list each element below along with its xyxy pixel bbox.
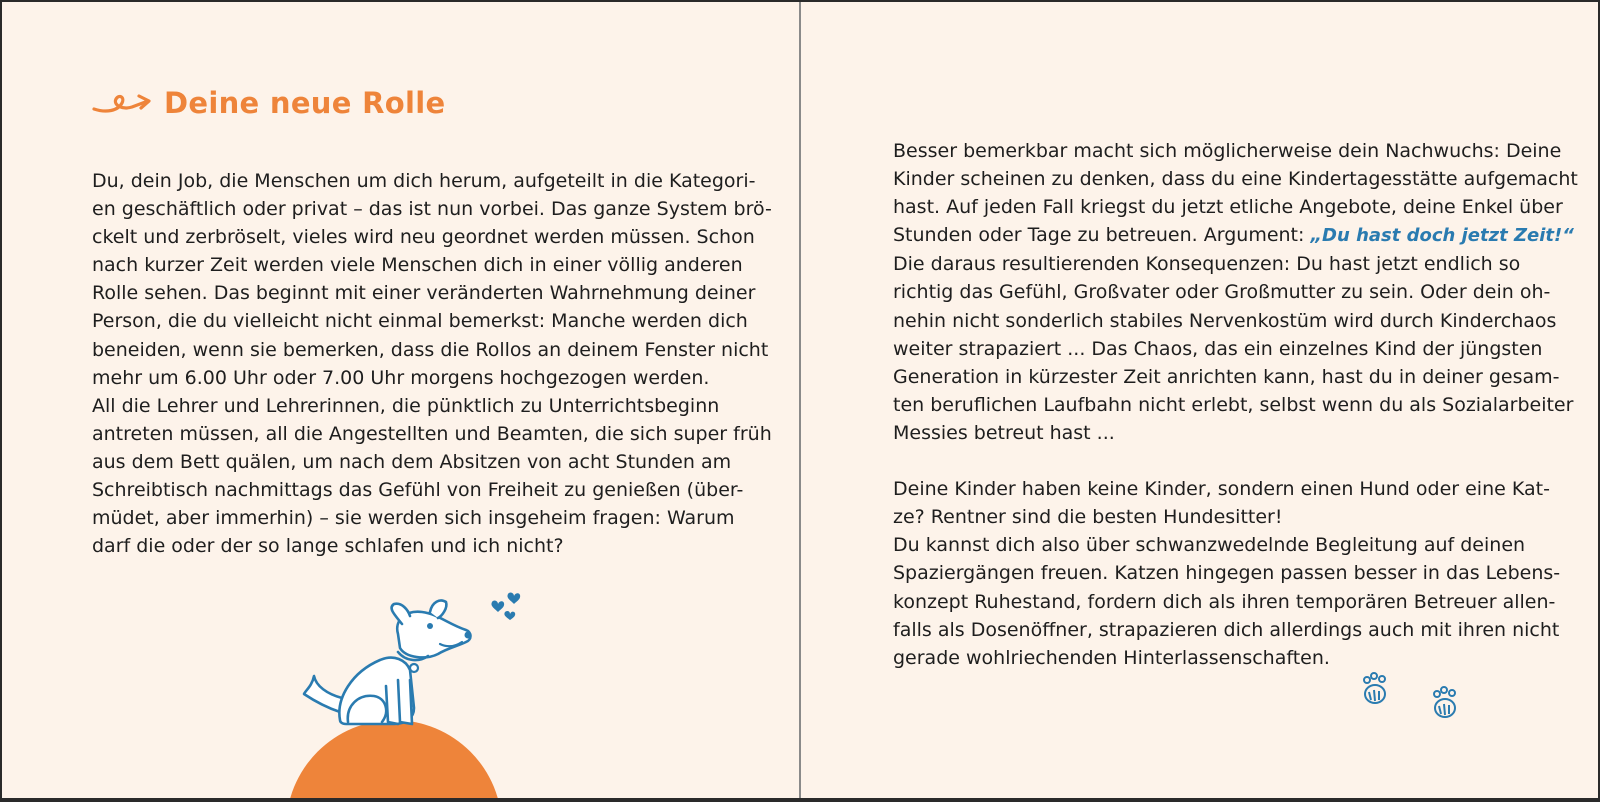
text-line: nehin nicht sonderlich stabiles Nervenkostüm wird durch Kinderchaos [893, 309, 1557, 332]
right-page [801, 2, 1598, 798]
section-heading [92, 86, 445, 120]
text-line: aus dem Bett quälen, um nach dem Absitzen von acht Stunden am [92, 450, 732, 473]
highlighted-quote: „Du hast doch jetzt Zeit!“ [1310, 225, 1574, 247]
right-body-text [893, 137, 1578, 672]
text-line: konzept Ruhestand, fordern dich als ihren temporären Betreuer allen- [893, 590, 1556, 613]
text-line: Schreibtisch nachmittags das Gefühl von Freiheit zu genießen (über- [92, 479, 744, 502]
text-line: weiter strapaziert ... Das Chaos, das ein einzelnes Kind der jüngsten [893, 337, 1543, 360]
text-line: mehr um 6.00 Uhr oder 7.00 Uhr morgens hochgezogen werden. [92, 366, 710, 389]
text-line: ckelt und zerbröselt, vieles wird neu geordnet werden müssen. Schon [92, 226, 755, 249]
swirl-arrow-icon [92, 89, 152, 117]
text-line: All die Lehrer und Lehrerinnen, die pünktlich zu Unterrichtsbeginn [92, 394, 720, 417]
text-line: falls als Dosenöffner, strapazieren dich allerdings auch mit ihren nicht [893, 618, 1560, 641]
paragraph-spacer [893, 447, 1533, 475]
heading-title: Deine neue Rolle [164, 86, 446, 120]
text-line: Rolle sehen. Das beginnt mit einer veränderten Wahrnehmung deiner [92, 282, 756, 305]
text-line: Messies betreut hast ... [893, 421, 1115, 444]
hearts-icon [488, 590, 528, 626]
text-line: en geschäftlich oder privat – das ist nun vorbei. Das ganze System brö- [92, 198, 772, 221]
text-line: hast. Auf jeden Fall kriegst du jetzt etliche Angebote, deine Enkel über [893, 196, 1563, 219]
paw-print-icon [1361, 670, 1471, 720]
text-line: Besser bemerkbar macht sich möglicherweise dein Nachwuchs: Deine [893, 140, 1562, 162]
text-line: antreten müssen, all die Angestellten und Beamten, die sich super früh [92, 422, 772, 445]
text-line: müdet, aber immerhin) – sie werden sich insgeheim fragen: Warum [92, 507, 735, 530]
text-line: richtig das Gefühl, Großvater oder Großmutter zu sein. Oder dein oh- [893, 281, 1551, 304]
book-spread [2, 2, 1598, 798]
text-line: Person, die du vielleicht nicht einmal bemerkst: Manche werden dich [92, 310, 748, 333]
text-line: Du kannst dich also über schwanzwedelnde Begleitung auf deinen [893, 534, 1526, 557]
argument-prefix: Stunden oder Tage zu betreuen. Argument: [893, 224, 1311, 247]
text-line: Spaziergängen freuen. Katzen hingegen passen besser in das Lebens- [893, 562, 1561, 585]
text-line: darf die oder der so lange schlafen und ich nicht? [92, 535, 564, 558]
text-line: Du, dein Job, die Menschen um dich herum, aufgeteilt in die Kategori- [92, 170, 756, 192]
argument-line [893, 221, 1574, 250]
text-line: Generation in kürzester Zeit anrichten kann, hast du in deiner gesam- [893, 365, 1560, 388]
dog-illustration [302, 590, 502, 740]
text-line: Kinder scheinen zu denken, dass du eine Kindertagesstätte aufgemacht [893, 168, 1578, 191]
text-line: ze? Rentner sind die besten Hundesitter! [893, 506, 1283, 529]
text-line: ten beruflichen Laufbahn nicht erlebt, selbst wenn du als Sozialarbeiter [893, 393, 1574, 416]
text-line: nach kurzer Zeit werden viele Menschen dich in einer völlig anderen [92, 254, 743, 277]
left-page [2, 2, 799, 798]
text-line: gerade wohlriechenden Hinterlassenschaften. [893, 646, 1330, 669]
left-body-text [92, 167, 772, 560]
text-line: Deine Kinder haben keine Kinder, sondern einen Hund oder eine Kat- [893, 478, 1550, 501]
text-line: Die daraus resultierenden Konsequenzen: Du hast jetzt endlich so [893, 253, 1521, 276]
text-line: beneiden, wenn sie bemerken, dass die Rollos an deinem Fenster nicht [92, 338, 769, 361]
